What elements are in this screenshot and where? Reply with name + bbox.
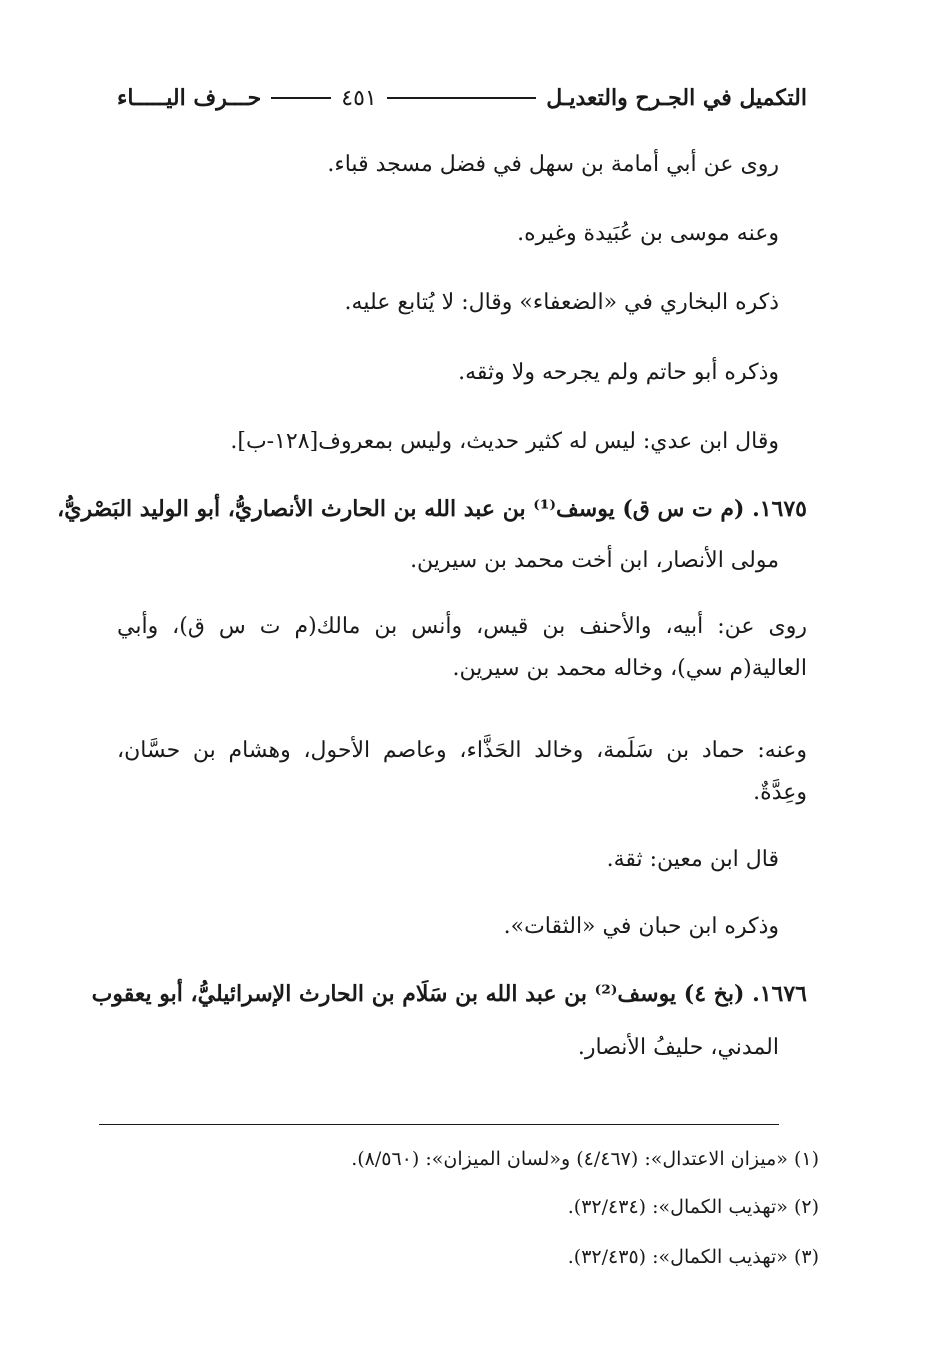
text-line: وعنه موسى بن عُبَيدة وغيره. (517, 221, 779, 246)
text-line: روى عن أبي أمامة بن سهل في فضل مسجد قباء. (327, 152, 779, 177)
page-number: ٤٥١ (341, 85, 377, 111)
section-title: حـــرف اليـــــاء (117, 85, 262, 111)
footnote: (٢) «تهذيب الكمال»: (٣٢/٤٣٤). (567, 1196, 819, 1218)
entry-1675-narrated-from: روى عن: أبيه، والأحنف بن قيس، وأنس بن مالك(م ت س ق)، وأبي العالية(م سي)، وخاله محمد بن سيرين. (117, 614, 807, 681)
entry-1675-students: وعنه: حماد بن سَلَمة، وخالد الحَذَّاء، وعاصم الأحول، وهشام بن حسَّان، وعِدَّةٌ. (117, 738, 807, 805)
entry-1675-heading: ١٦٧٥. (م ت س ق) يوسف⁽¹⁾ بن عبد الله بن الحارث الأنصاريُّ، أبو الوليد البَصْريُّ، (57, 496, 807, 522)
footnote-separator (99, 1124, 779, 1125)
text-line: وذكره ابن حبان في «الثقات». (503, 914, 779, 939)
text-line: وذكره أبو حاتم ولم يجرحه ولا وثقه. (458, 360, 779, 385)
footnote: (١) «ميزان الاعتدال»: (٤/٤٦٧) و«لسان الميزان»: (٨/٥٦٠). (351, 1148, 819, 1170)
entry-1676-continuation: المدني، حليفُ الأنصار. (577, 1035, 779, 1060)
text-line: وقال ابن عدي: ليس له كثير حديث، وليس بمعروف[١٢٨-ب]. (230, 429, 779, 454)
header-dash (271, 97, 331, 99)
footnote: (٣) «تهذيب الكمال»: (٣٢/٤٣٥). (567, 1246, 819, 1268)
book-title: التكميل في الجـرح والتعديـل (546, 85, 807, 111)
header-dash (387, 97, 537, 99)
text-line: ذكره البخاري في «الضعفاء» وقال: لا يُتابع عليه. (344, 290, 779, 315)
text-line: قال ابن معين: ثقة. (606, 847, 779, 872)
entry-1676-heading: ١٦٧٦. (بخ ٤) يوسف⁽²⁾ بن عبد الله بن سَلَام بن الحارث الإسرائيليُّ، أبو يعقوب (91, 981, 807, 1007)
entry-1675-continuation: مولى الأنصار، ابن أخت محمد بن سيرين. (410, 548, 779, 573)
running-header (117, 76, 807, 120)
